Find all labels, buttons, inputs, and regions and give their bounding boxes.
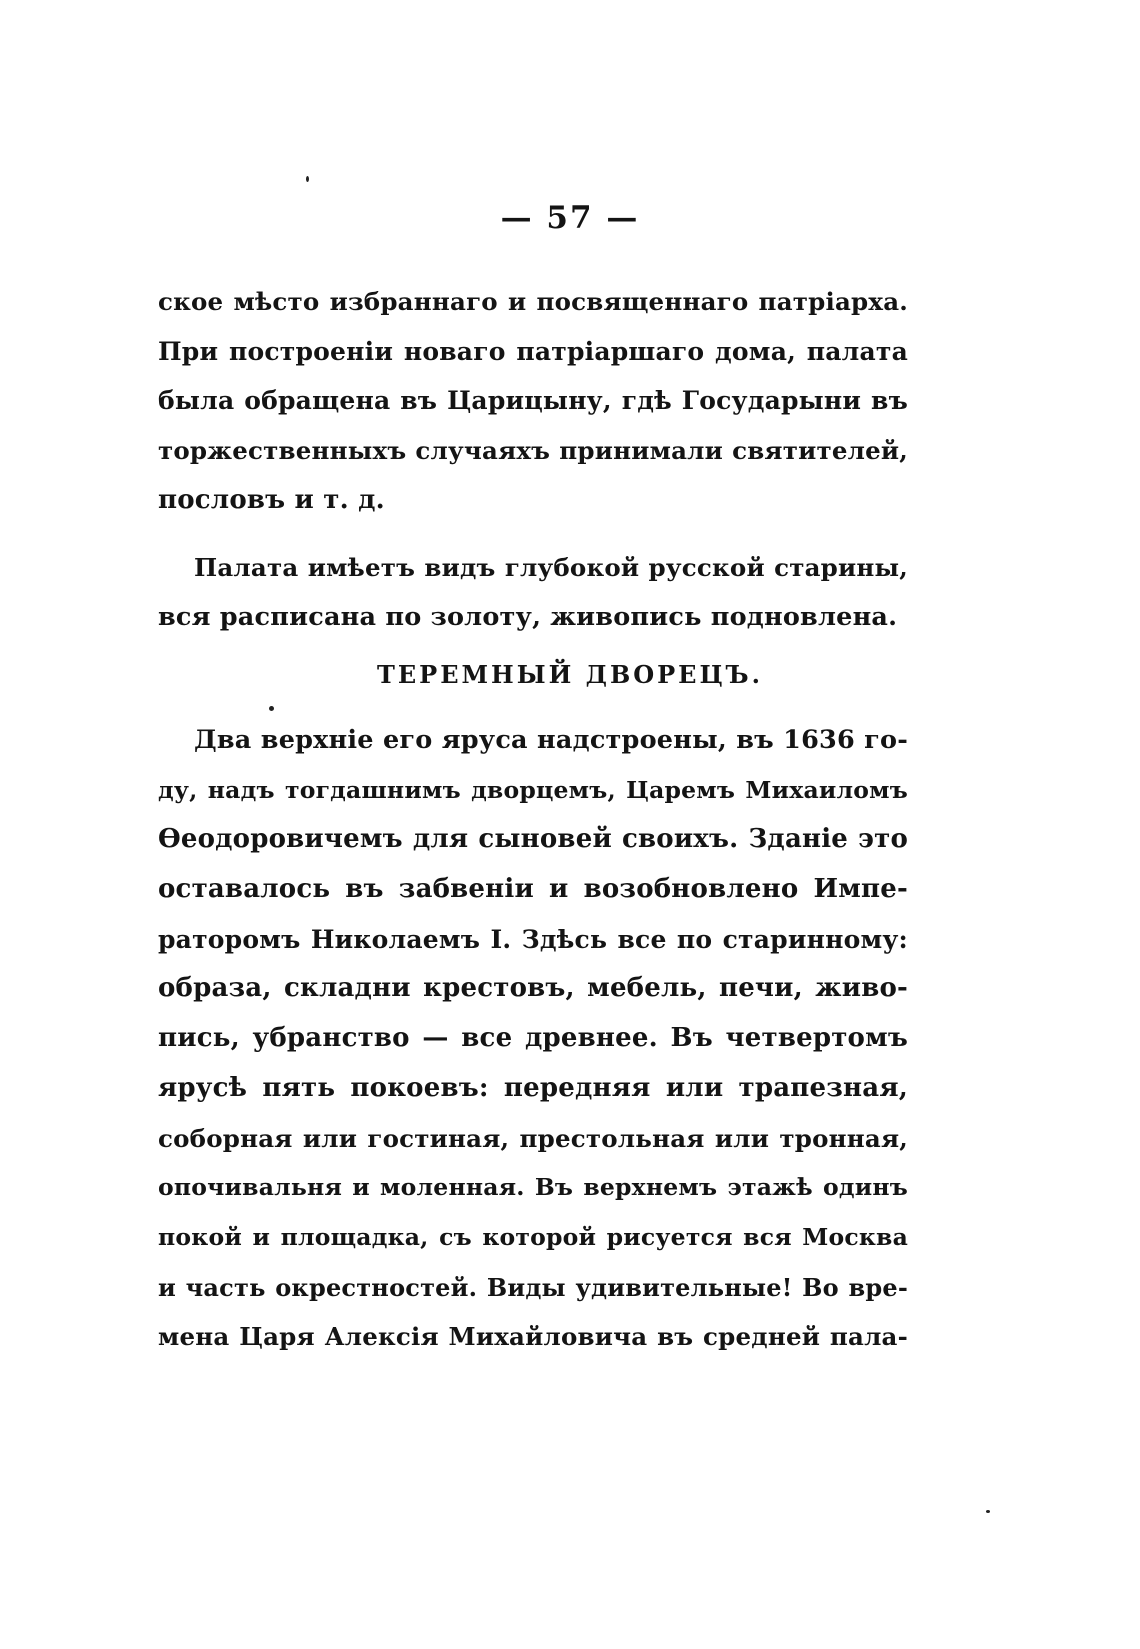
text-line: Два верхніе его яруса надстроены, въ 1636 го- [194, 725, 908, 755]
section-heading: ТЕРЕМНЫЙ ДВОРЕЦЪ. [377, 660, 763, 689]
text-line: оставалось въ забвеніи и возобновлено Импе- [158, 874, 908, 905]
text-line: Палата имѣетъ видъ глубокой русской старины, [194, 553, 908, 582]
print-speck [986, 1510, 990, 1513]
text-line: образа, складни крестовъ, мебель, печи, живо- [158, 973, 908, 1004]
text-line: была обращена въ Царицыну, гдѣ Государыни въ [158, 386, 908, 416]
text-line: покой и площадка, съ которой рисуется вся Москва [158, 1222, 908, 1251]
print-speck [269, 706, 274, 711]
print-speck [306, 176, 309, 182]
text-line: вся расписана по золоту, живопись подновлена. [158, 601, 898, 632]
text-line: пословъ и т. д. [158, 484, 385, 515]
text-line: мена Царя Алексія Михайловича въ средней пала- [158, 1322, 908, 1352]
paragraph-3 [158, 716, 908, 1362]
text-line: раторомъ Николаемъ I. Здѣсь все по старинному: [158, 924, 908, 954]
text-line: При построеніи новаго патріаршаго дома, палата [158, 336, 908, 366]
paragraph-2 [158, 543, 908, 642]
text-line: ское мѣсто избраннаго и посвященнаго патріарха. [158, 287, 908, 316]
text-line: торжественныхъ случаяхъ принимали святителей, [158, 436, 908, 466]
text-line: пись, убранство — все древнее. Въ четвертомъ [158, 1023, 908, 1054]
text-line: опочивальня и моленная. Въ верхнемъ этажѣ одинъ [158, 1173, 908, 1202]
text-line: соборная или гостиная, престольная или тронная, [158, 1123, 908, 1153]
text-line: Ѳеодоровичемъ для сыновей своихъ. Зданіе это [158, 824, 908, 855]
paragraph-1 [158, 277, 908, 525]
text-line: и часть окрестностей. Виды удивительные! Во вре- [158, 1272, 908, 1302]
text-line: ярусѣ пять покоевъ: передняя или трапезная, [158, 1072, 908, 1103]
text-line: ду, надъ тогдашнимъ дворцемъ, Царемъ Михаиломъ [158, 775, 908, 804]
page-number: — 57 — [500, 200, 640, 236]
